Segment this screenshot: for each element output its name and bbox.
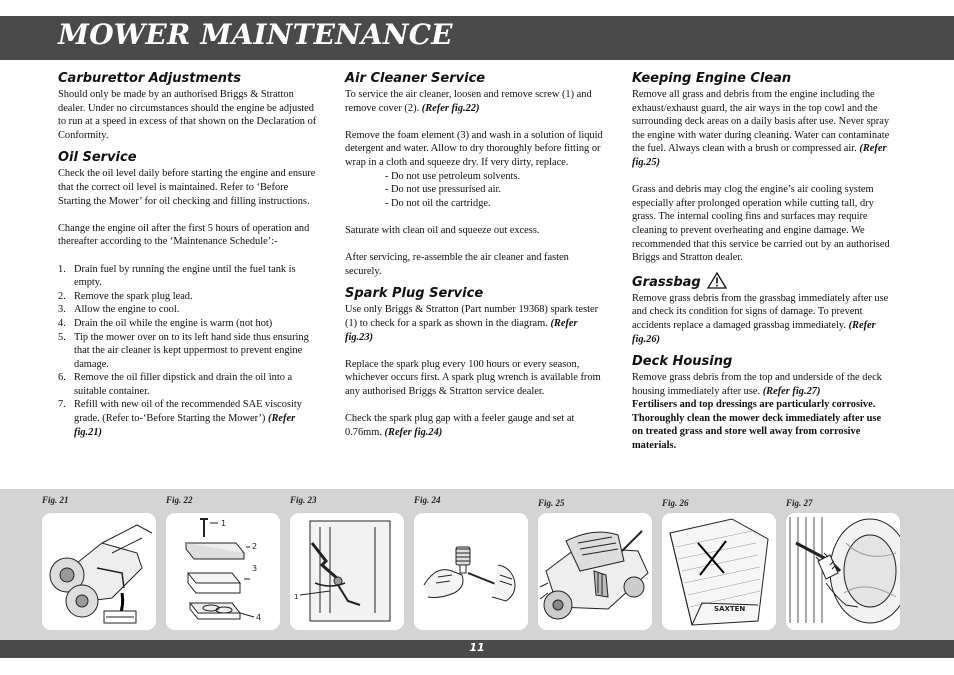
fig-reference: (Refer fig.25) — [632, 143, 887, 168]
fig-27-label: Fig. 27 — [786, 498, 813, 508]
warning-triangle-icon — [707, 272, 727, 289]
list-item: 4. Drain the oil while the engine is warm (not hot) — [58, 317, 273, 329]
fig-21-label: Fig. 21 — [42, 495, 69, 505]
list-item: 2. Remove the spark plug lead. — [58, 290, 193, 302]
callout-1: 1 — [294, 593, 299, 601]
fig-reference: (Refer fig.26) — [632, 319, 876, 345]
callout-2: 2 — [252, 542, 258, 551]
fig-23-spark-tester-illustration — [290, 513, 404, 630]
fig-21-oil-drain-illustration — [42, 513, 156, 630]
oil-text-2: Change the engine oil after the first 5 hours of operation and thereafter according to the ‘Maintenance Schedule’:- — [58, 222, 310, 248]
clean-text-1: Remove all grass and debris from the engine including the exhaust/exhaust guard, the air ways in the top cowl and the surrounding deck areas on a daily basis after use. Never spray the engine with water during cleaning. Water can contaminate the fuel. Always clean with a brush or compressed air. (Refer fig.25) — [632, 89, 890, 168]
fig-22-air-cleaner-illustration — [166, 513, 280, 630]
fig-reference: (Refer fig.22) — [421, 102, 480, 114]
air-cleaner-warnings — [345, 170, 607, 211]
callout-3: 3 — [252, 564, 258, 573]
carburettor-heading: Carburettor Adjustments — [58, 71, 242, 86]
deck-text-1: Remove grass debris from the top and underside of the deck housing immediately after use. (Refer fig.27) — [632, 372, 882, 397]
engine-clean-heading: Keeping Engine Clean — [632, 71, 792, 86]
air-cleaner-heading: Air Cleaner Service — [345, 71, 486, 86]
callout-1: 1 — [221, 519, 227, 528]
deck-warning-text: Fertilisers and top dressings are particularly corrosive. Thoroughly clean the mower deck immediately after use on treated grass and store well away from corrosive materials. — [632, 399, 882, 452]
oil-text-1: Check the oil level daily before starting the engine and ensure that the correct oil level is maintained. Refer to ‘Before Starting the Mower’ for oil checking and filling instructions. — [58, 168, 316, 207]
air-text-2: Remove the foam element (3) and wash in a solution of liquid detergent and water. Allow to dry thoroughly before fitting or wrap in a cloth and squeeze dry. If very dirty, replace. — [345, 129, 603, 168]
list-item: - Do not oil the cartridge. — [385, 197, 491, 209]
list-item: 3. Allow the engine to cool. — [58, 304, 180, 316]
list-item: - Do not use pressurised air. — [385, 184, 502, 196]
list-item: - Do not use petroleum solvents. — [385, 170, 521, 182]
spark-text-2: Replace the spark plug every 100 hours or every season, whichever occurs first. A spark plug wrench is available from any authorised Briggs & Stratton service dealer. — [345, 358, 601, 397]
fig-reference: (Refer fig.21) — [74, 413, 296, 438]
carburettor-text: Should only be made by an authorised Briggs & Stratton dealer. Under no circumstances should the engine be adjusted to run at a speed in excess of that shown on the Declaration of Conformity. — [58, 89, 317, 141]
list-item: 1. Drain fuel by running the engine until the fuel tank is empty. — [58, 263, 296, 289]
fig-reference: (Refer fig.23) — [345, 317, 578, 343]
clean-text-2: Grass and debris may clog the engine’s air cooling system especially after prolonged operation while cutting tall, dry grass. The internal cooling fins and surfaces may require cleaning to prevent overheating and engine damage. We recommended that this service be carried out by an authorised Briggs and Stratton dealer. — [632, 184, 890, 264]
grassbag-heading: Grassbag — [632, 272, 894, 292]
fig-23-label: Fig. 23 — [290, 495, 317, 505]
list-item: 6. Remove the oil filler dipstick and drain the oil into a suitable container. — [58, 372, 293, 397]
fig-27-deck-housing-illustration — [786, 513, 900, 630]
list-item: 5. Tip the mower over on to its left hand side thus ensuring that the air cleaner is kept uppermost to prevent engine damage. — [58, 331, 309, 370]
spark-plug-heading: Spark Plug Service — [345, 286, 484, 302]
fig-26-label: Fig. 26 — [662, 498, 689, 508]
fig-reference: (Refer fig.27) — [762, 385, 821, 397]
spark-text-3: Check the spark plug gap with a feeler gauge and set at 0.76mm. (Refer fig.24) — [345, 413, 575, 438]
air-text-4: After servicing, re-assemble the air cleaner and fasten securely. — [345, 252, 569, 277]
air-text-1: To service the air cleaner, loosen and remove screw (1) and remove cover (2). (Refer fig.22) — [345, 89, 592, 114]
fig-22-label: Fig. 22 — [166, 495, 193, 505]
title-bar — [0, 16, 954, 60]
air-text-3: Saturate with clean oil and squeeze out excess. — [345, 224, 540, 236]
fig-reference: (Refer fig.24) — [384, 426, 443, 438]
page-title: MOWER MAINTENANCE — [58, 18, 453, 51]
fig-26-grassbag-illustration — [662, 513, 776, 630]
fig-24-feeler-gauge-illustration — [414, 513, 528, 630]
oil-service-heading: Oil Service — [58, 150, 137, 166]
column-1 — [58, 70, 320, 439]
fig-24-label: Fig. 24 — [414, 495, 441, 505]
grassbag-text: Remove grass debris from the grassbag immediately after use and check its condition for signs of damage. To prevent accidents replace a damaged grassbag immediately. (Refer fig.26) — [632, 292, 889, 345]
deck-housing-heading: Deck Housing — [632, 354, 733, 370]
oil-steps-list — [58, 263, 320, 440]
list-item: 7. Refill with new oil of the recommended SAE viscosity grade. (Refer to-‘Before Starting the Mower’) (Refer fig.21) — [58, 399, 302, 438]
column-3 — [632, 70, 894, 453]
page-number: 11 — [469, 641, 485, 654]
spark-text-1: Use only Briggs & Stratton (Part number 19368) spark tester (1) to check for a spark as shown in the diagram. (Refer fig.23) — [345, 304, 599, 343]
fig-25-label: Fig. 25 — [538, 498, 565, 508]
fig-25-engine-clean-illustration — [538, 513, 652, 630]
footer-bar — [0, 640, 954, 658]
column-2 — [345, 70, 607, 439]
callout-4: 4 — [256, 613, 262, 622]
brand-label: SAXTEN — [714, 605, 746, 613]
